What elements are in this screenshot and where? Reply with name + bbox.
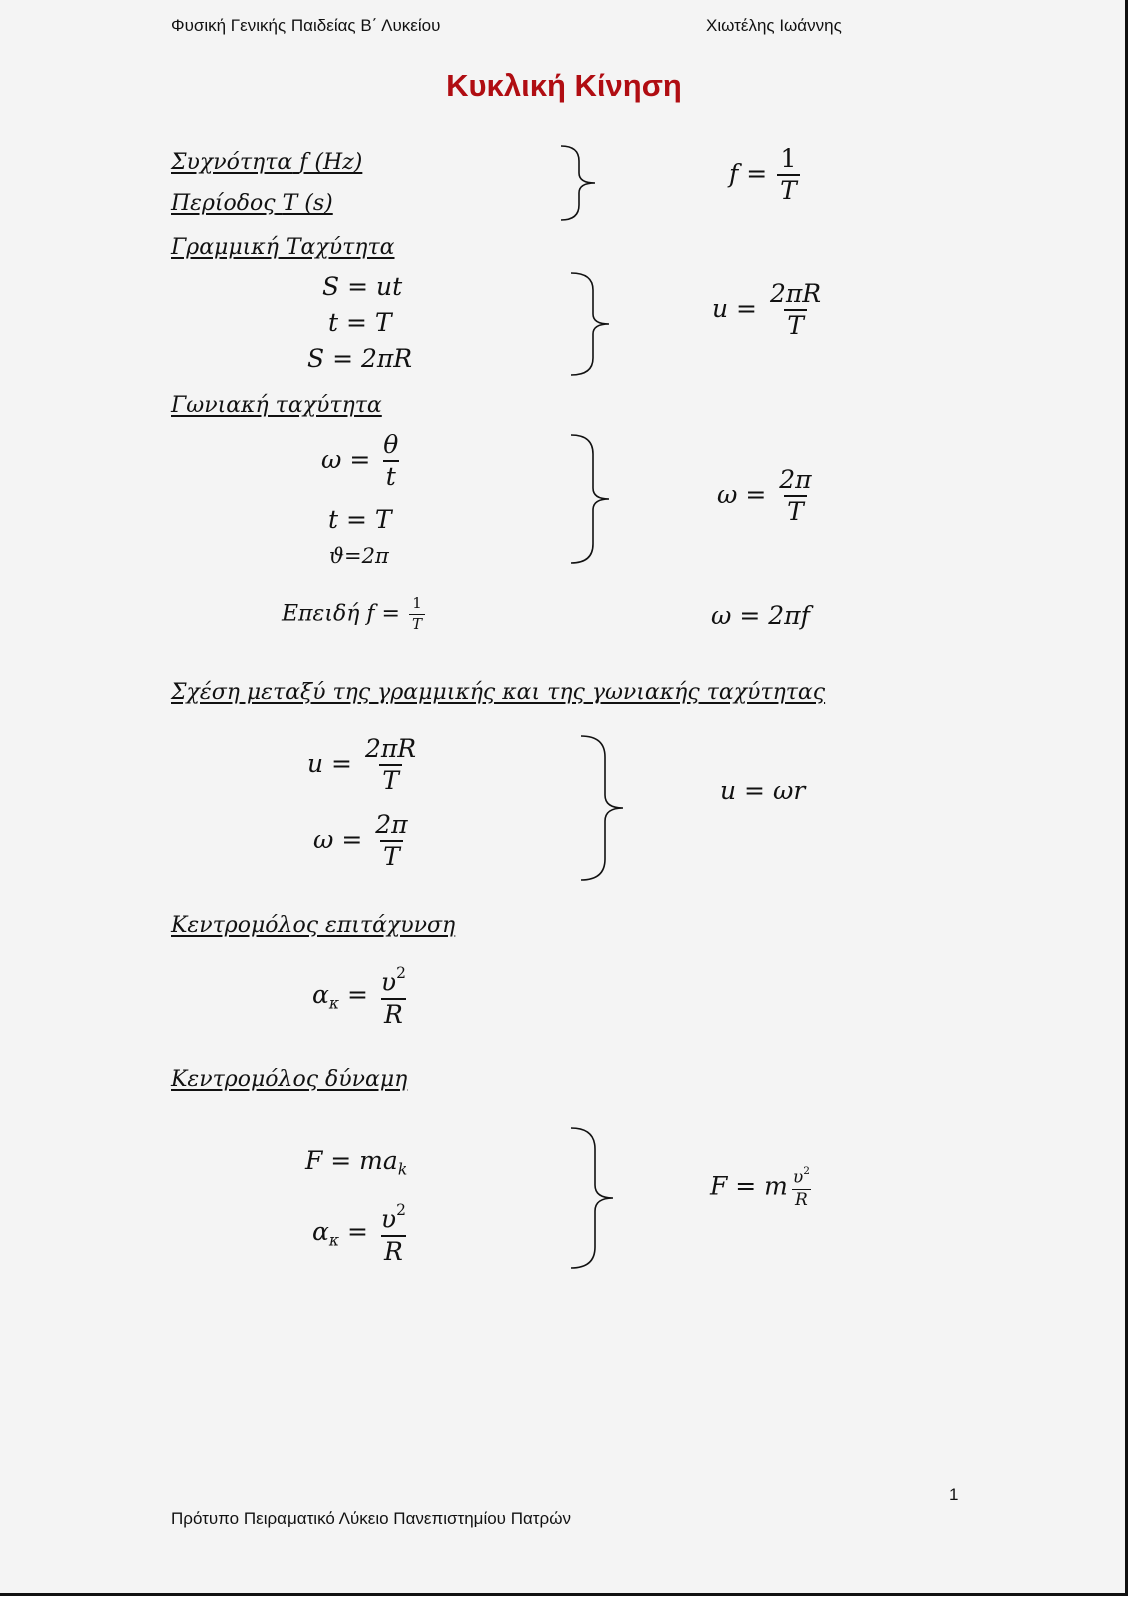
linear-speed-result	[712, 281, 826, 340]
fraction-denominator: t	[383, 460, 399, 490]
right-brace-icon	[565, 1125, 625, 1271]
fraction-denominator: T	[777, 174, 800, 204]
angular-speed-heading: Γωνιακή ταχύτητα	[171, 393, 382, 418]
frequency-symbol: f (Hz)	[299, 150, 363, 175]
centripetal-force-heading: Κεντρομόλος δύναμη	[171, 1067, 408, 1092]
acc-fraction	[378, 965, 409, 1028]
linear-speed-heading: Γραμμική Ταχύτητα	[171, 235, 395, 260]
since-fraction	[409, 596, 425, 633]
equals-sign: =	[347, 1216, 368, 1246]
linear-eq-1: S = ut	[322, 272, 403, 301]
fraction-denominator: R	[381, 998, 406, 1028]
fraction-denominator: R	[792, 1189, 811, 1210]
fraction-denominator: T	[380, 840, 403, 870]
relation-heading: Σχέση μεταξύ της γραμμικής και της γωνιακής ταχύτητας	[171, 680, 826, 705]
fraction-numerator: 2πR	[769, 279, 822, 308]
angular-speed-result	[717, 467, 817, 526]
relation-eq-1	[307, 736, 421, 795]
force-result-fraction	[790, 1166, 813, 1210]
angular-result-fraction	[776, 467, 814, 526]
angular-eq-2: t = T	[328, 505, 392, 534]
force-eq-2	[312, 1202, 411, 1265]
relation-eq-1-lhs: u =	[307, 748, 352, 778]
header-left: Φυσική Γενικής Παιδείας Β΄ Λυκείου	[171, 16, 441, 35]
relation-eq-2-fraction	[372, 812, 410, 871]
acc-lhs-sub: κ	[328, 994, 340, 1013]
period-label-line	[171, 191, 333, 216]
footer-text: Πρότυπο Πειραματικό Λύκειο Πανεπιστημίου Πατρών	[171, 1509, 571, 1528]
linear-eq-3: S = 2πR	[307, 344, 413, 373]
page-number: 1	[949, 1485, 959, 1504]
relation-eq-2-lhs: ω =	[313, 824, 363, 854]
since-statement	[282, 596, 427, 633]
fraction-numerator: θ	[383, 430, 399, 459]
page-title: Κυκλική Κίνηση	[446, 68, 682, 103]
since-result: ω = 2πf	[711, 601, 810, 630]
right-brace-icon	[565, 270, 625, 378]
period-label: Περίοδος	[171, 191, 276, 216]
angular-eq-1-lhs: ω =	[321, 444, 371, 474]
acc-lhs-base: α	[312, 979, 329, 1009]
angular-eq-1	[321, 432, 403, 491]
relation-eq-2	[313, 812, 413, 871]
header-right: Χιωτέλης Ιωάννης	[706, 16, 842, 35]
exponent: 2	[803, 1165, 810, 1177]
angular-eq-3: ϑ=2π	[329, 544, 389, 568]
fraction-denominator: T	[784, 309, 807, 339]
force-eq-1-main: F = ma	[305, 1146, 398, 1175]
frequency-label: Συχνότητα	[171, 150, 293, 175]
right-brace-icon	[555, 143, 615, 223]
angular-eq-1-fraction	[380, 432, 401, 491]
linear-eq-2: t = T	[328, 308, 392, 337]
fraction-denominator: R	[381, 1235, 406, 1265]
linear-result-lhs: u =	[712, 293, 757, 323]
exponent: 2	[396, 964, 406, 982]
frequency-result	[729, 146, 802, 205]
frequency-result-lhs: f =	[729, 158, 768, 188]
right-brace-icon	[575, 733, 635, 883]
frequency-label-line	[171, 150, 362, 175]
fraction-numerator: υ	[380, 967, 397, 997]
force-result-lhs: F = m	[710, 1171, 788, 1201]
force-result	[710, 1166, 815, 1210]
linear-result-fraction	[767, 281, 824, 340]
force-eq-2-lhs-sub: κ	[328, 1231, 340, 1250]
right-brace-icon	[565, 432, 625, 566]
force-eq-2-lhs	[312, 1216, 340, 1250]
force-eq-1-sub: k	[397, 1160, 408, 1179]
centripetal-acc-eq	[312, 965, 411, 1028]
fraction-numerator: 1	[780, 144, 797, 173]
fraction-numerator: 1	[412, 594, 422, 612]
angular-result-lhs: ω =	[717, 479, 767, 509]
acc-lhs	[312, 979, 340, 1013]
relation-result: u = ωr	[720, 776, 806, 805]
fraction-numerator: υ	[792, 1167, 804, 1188]
since-text: Επειδή f =	[282, 601, 400, 627]
frequency-result-fraction	[777, 146, 800, 205]
fraction-numerator: 2πR	[364, 734, 417, 763]
fraction-denominator: T	[784, 495, 807, 525]
relation-eq-1-fraction	[362, 736, 419, 795]
force-eq-2-lhs-base: α	[312, 1216, 329, 1246]
fraction-numerator: 2π	[779, 465, 812, 494]
force-eq-1	[305, 1146, 407, 1178]
fraction-numerator: 2π	[375, 810, 408, 839]
exponent: 2	[396, 1201, 406, 1219]
force-eq-2-fraction	[378, 1202, 409, 1265]
period-symbol: T (s)	[282, 191, 333, 216]
centripetal-acc-heading: Κεντρομόλος επιτάχυνση	[171, 913, 456, 938]
fraction-numerator: υ	[380, 1204, 397, 1234]
fraction-denominator: T	[379, 764, 402, 794]
fraction-denominator: T	[409, 614, 425, 633]
equals-sign: =	[347, 979, 368, 1009]
